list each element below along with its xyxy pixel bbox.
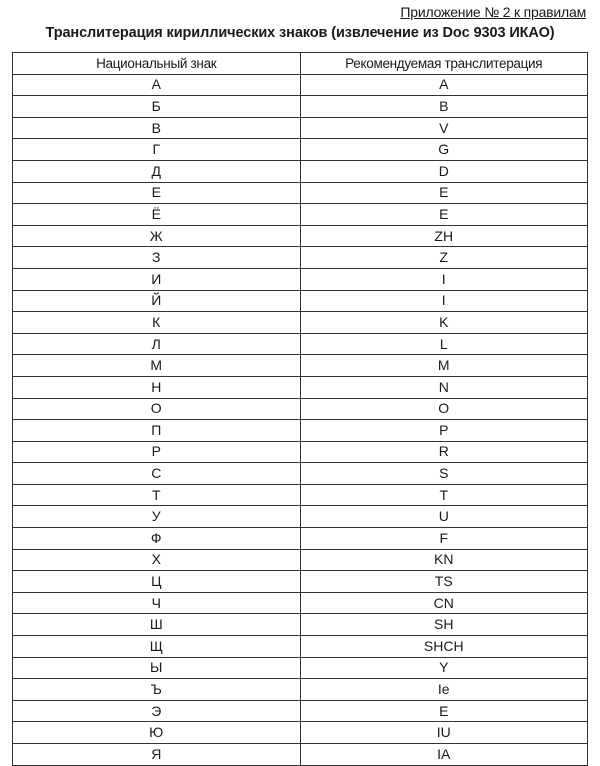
table-row [13,463,588,485]
cell-transliteration: V [300,117,588,139]
cell-national-sign: Ц [13,571,301,593]
transliteration-table [12,52,588,766]
cell-national-sign: В [13,117,301,139]
cell-transliteration: Y [300,657,588,679]
cell-transliteration: Z [300,247,588,269]
cell-national-sign: Ё [13,204,301,226]
cell-transliteration: B [300,96,588,118]
table-row [13,117,588,139]
cell-national-sign: Ж [13,225,301,247]
cell-national-sign: А [13,74,301,96]
table-row [13,506,588,528]
table-row [13,139,588,161]
table-row [13,420,588,442]
table-row [13,614,588,636]
cell-transliteration: E [300,182,588,204]
cell-transliteration: S [300,463,588,485]
cell-national-sign: Ф [13,528,301,550]
cell-transliteration: ZH [300,225,588,247]
cell-national-sign: П [13,420,301,442]
cell-transliteration: E [300,700,588,722]
cell-national-sign: Щ [13,636,301,658]
table-row [13,290,588,312]
table-header [13,53,588,75]
cell-national-sign: Л [13,333,301,355]
table-row [13,571,588,593]
cell-national-sign: Р [13,441,301,463]
table-row [13,528,588,550]
cell-transliteration: IA [300,744,588,766]
table-row [13,636,588,658]
cell-national-sign: Ю [13,722,301,744]
table-row [13,268,588,290]
cell-national-sign: М [13,355,301,377]
cell-transliteration: TS [300,571,588,593]
table-row [13,312,588,334]
cell-transliteration: Ie [300,679,588,701]
cell-national-sign: Ы [13,657,301,679]
table-row [13,225,588,247]
table-row [13,355,588,377]
cell-transliteration: SHCH [300,636,588,658]
cell-national-sign: Д [13,160,301,182]
cell-transliteration: E [300,204,588,226]
cell-transliteration: KN [300,549,588,571]
table-row [13,182,588,204]
cell-national-sign: Г [13,139,301,161]
cell-transliteration: U [300,506,588,528]
cell-national-sign: Й [13,290,301,312]
cell-transliteration: I [300,268,588,290]
cell-transliteration: CN [300,592,588,614]
appendix-reference: Приложение № 2 к правилам [400,4,586,20]
cell-transliteration: N [300,376,588,398]
table-row [13,74,588,96]
table-row [13,96,588,118]
table-row [13,441,588,463]
table-row [13,484,588,506]
table-row [13,657,588,679]
table-row [13,592,588,614]
table-row [13,549,588,571]
cell-transliteration: R [300,441,588,463]
cell-national-sign: Ч [13,592,301,614]
table-row [13,744,588,766]
table-row [13,700,588,722]
cell-transliteration: IU [300,722,588,744]
cell-national-sign: С [13,463,301,485]
cell-national-sign: Х [13,549,301,571]
cell-national-sign: К [13,312,301,334]
cell-national-sign: З [13,247,301,269]
table-row [13,333,588,355]
table-row [13,679,588,701]
table-row [13,376,588,398]
cell-national-sign: Я [13,744,301,766]
cell-transliteration: L [300,333,588,355]
header-row [13,53,588,75]
cell-national-sign: Ъ [13,679,301,701]
cell-transliteration: D [300,160,588,182]
cell-national-sign: Ш [13,614,301,636]
cell-transliteration: T [300,484,588,506]
cell-national-sign: Т [13,484,301,506]
column-header-national-sign: Национальный знак [13,53,301,75]
table-row [13,247,588,269]
cell-transliteration: G [300,139,588,161]
cell-national-sign: И [13,268,301,290]
cell-national-sign: Б [13,96,301,118]
table-row [13,398,588,420]
cell-national-sign: У [13,506,301,528]
cell-transliteration: SH [300,614,588,636]
document-title: Транслитерация кириллических знаков (извлечение из Doc 9303 ИКАО) [45,25,555,41]
table-row [13,160,588,182]
cell-transliteration: M [300,355,588,377]
cell-national-sign: Н [13,376,301,398]
cell-national-sign: Е [13,182,301,204]
cell-transliteration: A [300,74,588,96]
cell-transliteration: K [300,312,588,334]
cell-national-sign: О [13,398,301,420]
cell-transliteration: P [300,420,588,442]
cell-transliteration: O [300,398,588,420]
table-body [13,74,588,765]
cell-transliteration: F [300,528,588,550]
table-row [13,204,588,226]
cell-national-sign: Э [13,700,301,722]
cell-transliteration: I [300,290,588,312]
column-header-transliteration: Рекомендуемая транслитерация [300,53,588,75]
table-row [13,722,588,744]
